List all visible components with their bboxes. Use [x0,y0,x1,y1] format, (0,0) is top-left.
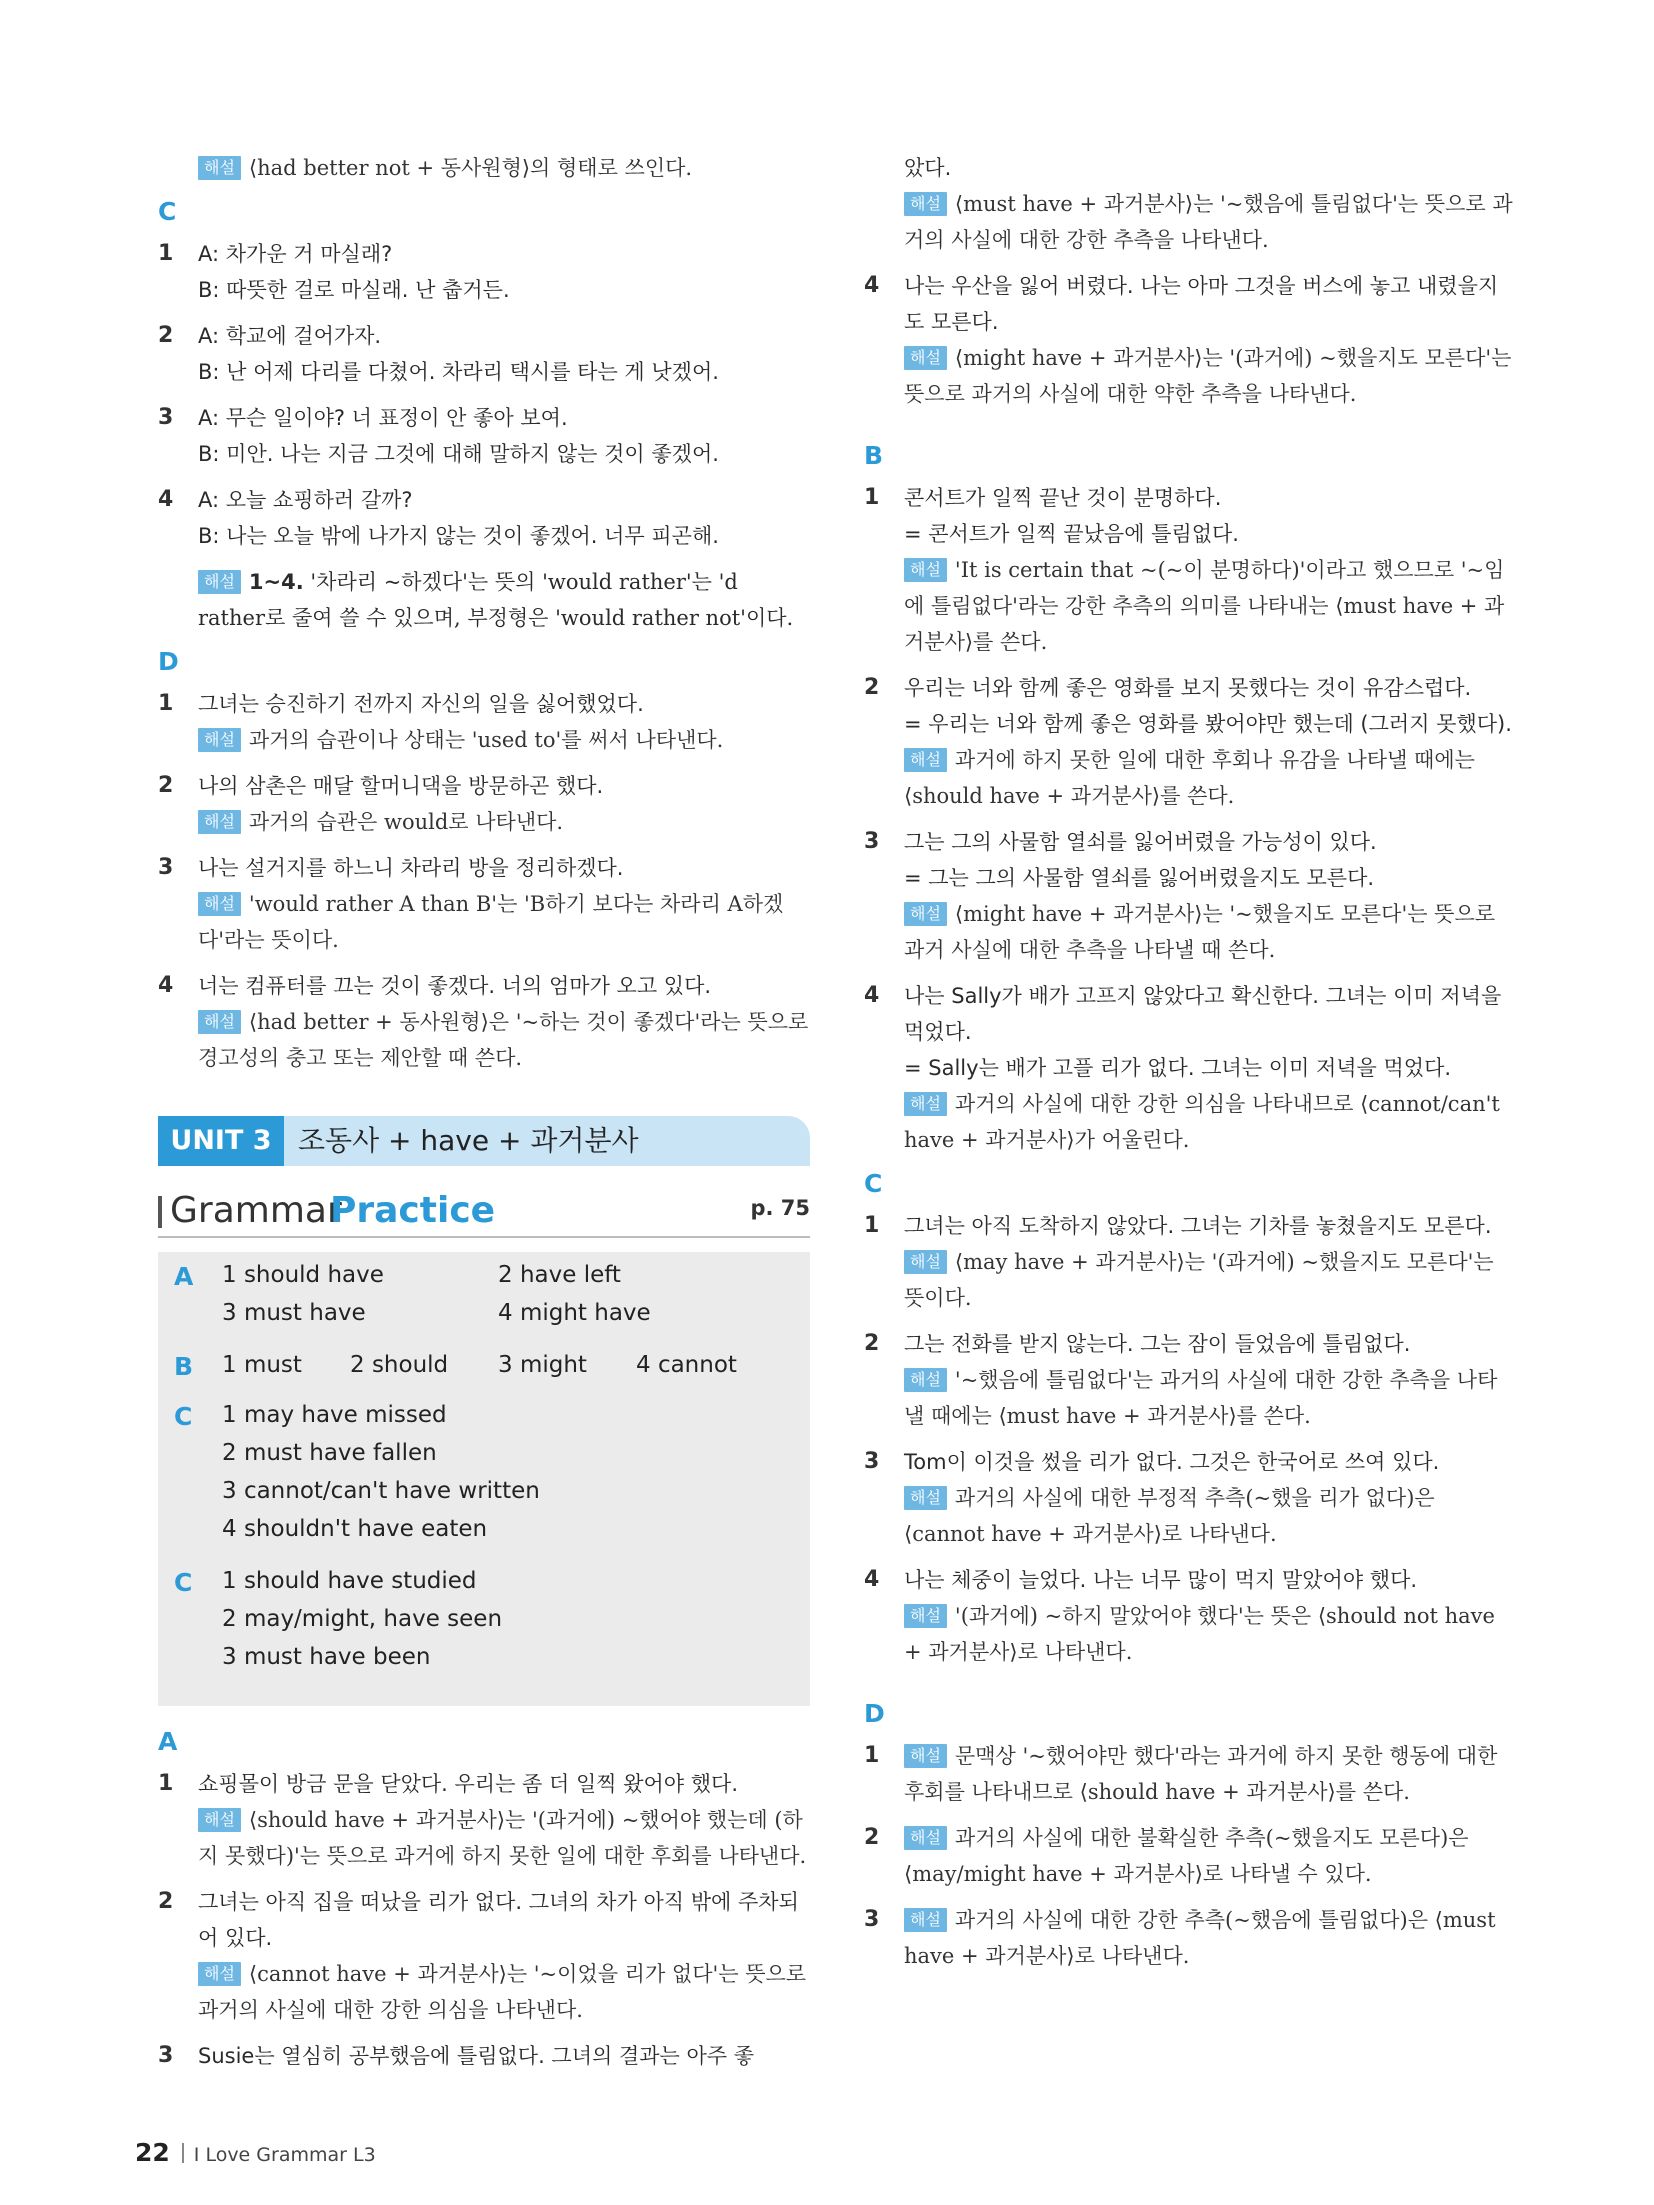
list-item: 1 그녀는 아직 도착하지 않았다. 그녀는 기차를 놓쳤을지도 모른다. 해설 ⟨may have + 과거분사⟩는 '(과거에) ~했을지도 모른다'는 뜻이다. [864,1213,1494,1310]
list-item: 3 Tom이 이것을 썼을 리가 없다. 그것은 한국어로 쓰여 있다. 해설 과거의 사실에 대한 부정적 추측(~했을 리가 없다)은 ⟨cannot have + 과거분사⟩로 나타낸다. [864,1449,1440,1546]
unit-header [158,1116,810,1166]
section-a-heading: A [158,1727,178,1756]
section-c-explanation: 해설 1~4. '차라리 ~하겠다'는 뜻의 'would rather'는 'd rather로 줄여 쓸 수 있으며, 부정형은 'would rather not'이다. [198,570,794,630]
list-item: 3 그는 그의 사물함 열쇠를 잃어버렸을 가능성이 있다. = 그는 그의 사물함 열쇠를 잃어버렸을지도 모른다. 해설 ⟨might have + 과거분사⟩는 '~했을지도 모른다'는 뜻으로 과거 사실에 대한 추측을 나타낼 때 쓴다. [864,829,1496,962]
section-d-heading: D [864,1699,885,1728]
page-footer [135,2138,376,2167]
list-item: 2 그녀는 아직 집을 떠났을 리가 없다. 그녀의 차가 아직 밖에 주차되어 있다. 해설 ⟨cannot have + 과거분사⟩는 '~이었을 리가 없다'는 뜻으로 과거의 사실에 대한 강한 의심을 나타낸다. [158,1889,807,2022]
top-explanation: 해설 ⟨had better not + 동사원형⟩의 형태로 쓰인다. [158,150,810,186]
unit-label: UNIT 3 [158,1116,284,1166]
explanation-badge: 해설 [198,156,241,180]
list-item: 4 나는 우산을 잃어 버렸다. 나는 아마 그것을 버스에 놓고 내렸을지도 모른다. 해설 ⟨might have + 과거분사⟩는 '(과거에) ~했을지도 모른다'는 뜻으로 과거의 사실에 대한 약한 추측을 나타낸다. [864,273,1512,406]
left-column [158,150,810,2084]
list-item: 4 A: 오늘 쇼핑하러 갈까? B: 나는 오늘 밖에 나가지 않는 것이 좋겠어. 너무 피곤해. [158,487,719,548]
list-item: 4 나는 Sally가 배가 고프지 않았다고 확신한다. 그녀는 이미 저녁을 먹었다. = Sally는 배가 고플 리가 없다. 그녀는 이미 저녁을 먹었다. 해설 과거의 사실에 대한 강한 의심을 나타내므로 ⟨cannot/can't have + 과거분사⟩가 어울린다. [864,983,1502,1152]
list-item: 1 쇼핑몰이 방금 문을 닫았다. 우리는 좀 더 일찍 왔어야 했다. 해설 ⟨should have + 과거분사⟩는 '(과거에) ~했어야 했는데 (하지 못했다)'는 뜻으로 과거에 하지 못한 일에 대한 후회를 나타낸다. [158,1771,807,1868]
explanation-badge: 해설 [198,570,241,594]
list-item: 1 그녀는 승진하기 전까지 자신의 일을 싫어했었다. 해설 과거의 습관이나 상태는 'used to'를 써서 나타낸다. [158,691,724,752]
list-item: 1 해설 문맥상 '~했어야만 했다'라는 과거에 하지 못한 행동에 대한 후회를 나타내므로 ⟨should have + 과거분사⟩를 쓴다. [864,1743,1498,1804]
list-item: 3 A: 무슨 일이야? 너 표정이 안 좋아 보여. B: 미안. 나는 지금 그것에 대해 말하지 않는 것이 좋겠어. [158,405,719,466]
list-item: 1 콘서트가 일찍 끝난 것이 분명하다. = 콘서트가 일찍 끝났음에 틀림없다. 해설 'It is certain that ~(~이 분명하다)'이라고 했으므로 '~임에 틀림없다'라는 강한 추측의 의미를 나타내는 ⟨must have + 과거분사⟩를 쓴다. [864,485,1505,654]
list-item-continued: 았다. 해설 ⟨must have + 과거분사⟩는 '~했음에 틀림없다'는 뜻으로 과거의 사실에 대한 강한 추측을 나타낸다. [904,156,1513,252]
section-c-heading: C [158,197,177,226]
list-item: 3 해설 과거의 사실에 대한 강한 추측(~했음에 틀림없다)은 ⟨must have + 과거분사⟩로 나타낸다. [864,1907,1496,1968]
answer-key-box: A 1 should have 2 have left 3 must have 4 might have B 1 must 2 should 3 might 4 cannot C 1 may have missed 2 must have fallen 3 cannot/can't have written 4 shouldn't have eaten C 1 should have studied 2 may/might, have seen 3 must have been [158,1252,810,1706]
list-item: 4 너는 컴퓨터를 끄는 것이 좋겠다. 너의 엄마가 오고 있다. 해설 ⟨had better + 동사원형⟩은 '~하는 것이 좋겠다'라는 뜻으로 경고성의 충고 또는 제안할 때 쓴다. [158,973,809,1070]
list-item: 2 우리는 너와 함께 좋은 영화를 보지 못했다는 것이 유감스럽다. = 우리는 너와 함께 좋은 영화를 봤어야만 했는데 (그러지 못했다). 해설 과거에 하지 못한 일에 대한 후회나 유감을 나타낼 때에는 ⟨should have + 과거분사⟩를 쓴다. [864,675,1512,808]
section-c-heading: C [864,1169,883,1198]
page-reference: p. 75 [750,1196,810,1220]
right-column [864,150,1516,1984]
list-item: 2 그는 전화를 받지 않는다. 그는 잠이 들었음에 틀림없다. 해설 '~했음에 틀림없다'는 과거의 사실에 대한 강한 추측을 나타낼 때에는 ⟨must have + 과거분사⟩를 쓴다. [864,1331,1498,1428]
list-item: 2 A: 학교에 걸어가자. B: 난 어제 다리를 다쳤어. 차라리 택시를 타는 게 낫겠어. [158,323,719,384]
list-item: 3 나는 설거지를 하느니 차라리 방을 정리하겠다. 해설 'would rather A than B'는 'B하기 보다는 차라리 A하겠다'라는 뜻이다. [158,855,784,952]
list-item: 2 나의 삼촌은 매달 할머니댁을 방문하곤 했다. 해설 과거의 습관은 would로 나타낸다. [158,773,604,834]
section-d-heading: D [158,647,179,676]
book-title: I Love Grammar L3 [193,2144,376,2166]
unit-title: 조동사 + have + 과거분사 [298,1124,639,1157]
page-number: 22 [135,2138,170,2167]
list-item: 2 해설 과거의 사실에 대한 불확실한 추측(~했을지도 모른다)은 ⟨may/might have + 과거분사⟩로 나타낼 수 있다. [864,1825,1469,1886]
grammar-practice-heading: Grammar Practice p. 75 [158,1186,810,1238]
list-item: 4 나는 체중이 늘었다. 나는 너무 많이 먹지 말았어야 했다. 해설 '(과거에) ~하지 말았어야 했다'는 뜻은 ⟨should not have + 과거분사⟩로 나타낸다. [864,1567,1495,1664]
section-b-heading: B [864,441,884,470]
list-item: 3 Susie는 열심히 공부했음에 틀림없다. 그녀의 결과는 아주 좋 [158,2043,755,2068]
list-item: 1 A: 차가운 거 마실래? B: 따뜻한 걸로 마실래. 난 춥거든. [158,241,510,302]
